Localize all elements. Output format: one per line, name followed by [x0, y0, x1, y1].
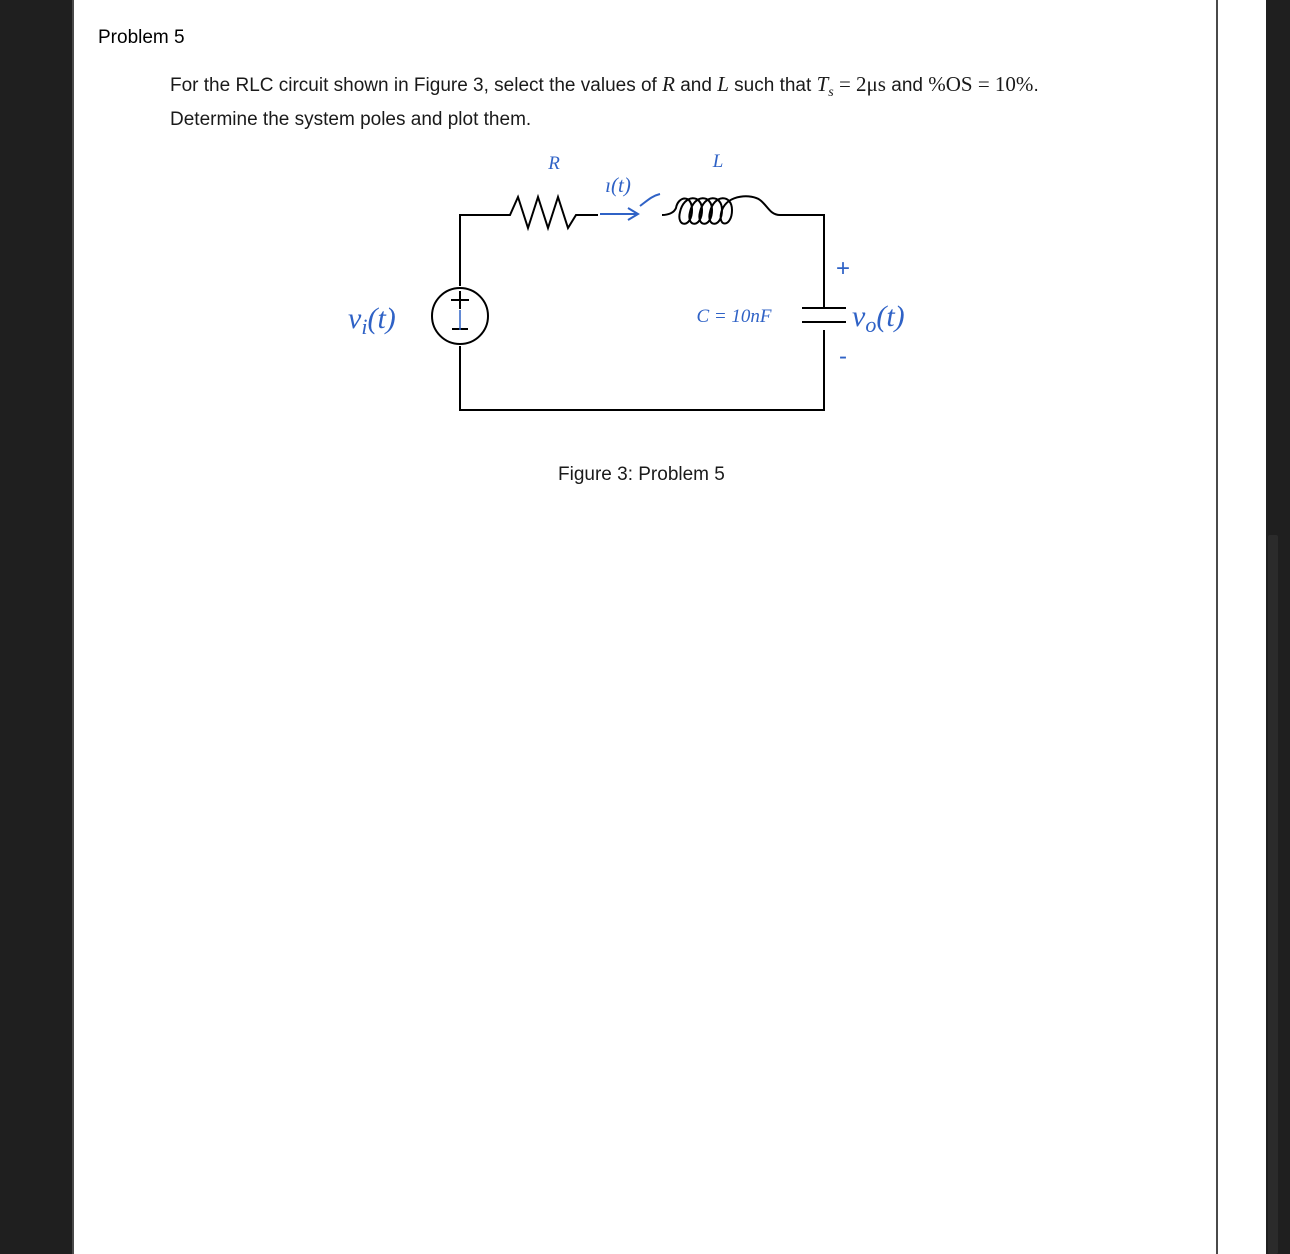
statement-text-2: Determine the system poles and plot them. — [170, 109, 532, 131]
statement-text-1: For the RLC circuit shown in Figure 3, select the values of — [170, 75, 663, 96]
statement-and-2: and — [885, 75, 929, 96]
var-l: L — [717, 72, 729, 96]
inductor-label: L — [712, 151, 724, 172]
statement-such-that: such that — [728, 75, 817, 96]
scrollbar-thumb[interactable] — [1268, 535, 1278, 1254]
rlc-circuit-figure — [0, 0, 1290, 520]
var-r: R — [662, 72, 675, 96]
capacitor-label: C = 10nF — [696, 306, 772, 327]
wire-right-bottom — [460, 330, 824, 410]
figure-caption — [558, 464, 725, 486]
statement-period: . — [1033, 75, 1039, 96]
wire-top-left — [460, 215, 500, 286]
overshoot-expr: %OS = 10% — [928, 72, 1034, 96]
statement-and-1: and — [674, 75, 718, 96]
current-label: ı(t) — [605, 173, 631, 197]
current-arrow — [600, 194, 660, 220]
input-voltage-label: $v_i(t)$ — [348, 302, 396, 339]
resistor-symbol — [500, 197, 598, 228]
settling-time-expr: $T_s = 2\mu s$ — [816, 72, 886, 101]
figure-caption-text: Figure 3: Problem 5 — [558, 464, 725, 485]
capacitor-plus-label: + — [835, 255, 851, 282]
capacitor-minus-label: - — [839, 343, 847, 370]
problem-heading-text: Problem 5 — [98, 27, 185, 48]
output-voltage-label: $v_o(t)$ — [852, 300, 905, 337]
inductor-symbol — [662, 196, 824, 300]
resistor-label: R — [548, 153, 560, 174]
